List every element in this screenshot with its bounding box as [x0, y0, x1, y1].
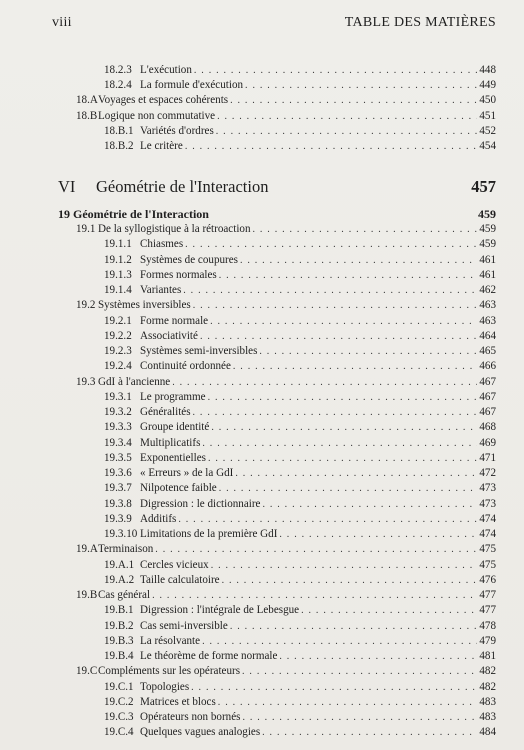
entry-page: 471 — [479, 451, 496, 464]
entry-title: Nilpotence faible — [140, 482, 217, 495]
leader-dots — [279, 527, 477, 542]
leader-dots — [185, 237, 477, 252]
part-page: 457 — [471, 177, 496, 196]
entry-page: 473 — [479, 497, 496, 510]
toc-entry — [104, 314, 496, 329]
entry-number: 18.B.1 — [104, 124, 134, 137]
leader-dots — [194, 63, 477, 78]
toc-entry — [104, 634, 496, 649]
entry-title: Digression : le dictionnaire — [140, 497, 261, 510]
entry-page: 477 — [479, 604, 496, 617]
entry-number: 19.3.1 — [104, 390, 132, 403]
entry-number: 19.3.7 — [104, 482, 132, 495]
entry-title: Topologies — [140, 680, 190, 693]
entry-number: 19.2.1 — [104, 314, 132, 327]
leader-dots — [235, 466, 477, 481]
entry-page: 452 — [479, 124, 496, 137]
entry-number: 19.B — [76, 589, 98, 601]
leader-dots — [259, 344, 477, 359]
entry-page: 482 — [479, 680, 496, 693]
entry-page: 449 — [479, 79, 496, 92]
entry-title: Matrices et blocs — [140, 695, 216, 708]
leader-dots — [218, 695, 478, 710]
entry-title: Systèmes semi-inversibles — [140, 345, 258, 357]
entry-number: 19.C — [76, 665, 98, 678]
toc-entry — [104, 710, 496, 725]
entry-number: 18.2.4 — [104, 79, 132, 92]
entry-title: Cercles vicieux — [140, 558, 209, 571]
entry-number: 19.C.2 — [104, 695, 134, 708]
toc-entry — [104, 329, 496, 344]
entry-title: Opérateurs non bornés — [140, 711, 241, 723]
entry-title: Cas semi-inversible — [140, 619, 228, 632]
leader-dots — [262, 725, 477, 740]
leader-dots — [219, 481, 478, 496]
leader-dots — [193, 298, 478, 313]
page-number: viii — [52, 15, 72, 30]
entry-page: 462 — [479, 284, 496, 296]
entry-title: Digression : l'intégrale de Lebesgue — [140, 604, 300, 617]
toc-entry — [104, 124, 496, 139]
entry-title: Multiplicatifs — [140, 436, 201, 449]
entry-page: 468 — [479, 421, 496, 434]
entry-page: 459 — [479, 223, 496, 235]
entry-number: 19.2.4 — [104, 360, 132, 373]
entry-page: 451 — [479, 109, 496, 122]
toc-entry — [104, 268, 496, 283]
entry-page: 483 — [479, 695, 496, 708]
toc-entry — [76, 375, 496, 390]
entry-number: 19.C.1 — [104, 680, 134, 693]
entry-page: 475 — [479, 543, 496, 556]
leader-dots — [217, 109, 477, 124]
entry-title: Taille calculatoire — [140, 573, 220, 586]
entry-number: 18.A — [76, 94, 98, 107]
leader-dots — [152, 588, 477, 603]
toc-entry — [104, 237, 496, 252]
leader-dots — [262, 497, 477, 512]
leader-dots — [233, 359, 477, 374]
entry-page: 465 — [479, 345, 496, 357]
toc-entry — [76, 298, 496, 313]
entry-page: 469 — [479, 436, 496, 449]
entry-number: 19.2.3 — [104, 345, 132, 357]
entry-page: 483 — [479, 711, 496, 723]
leader-dots — [279, 649, 477, 664]
toc-entry — [104, 420, 496, 435]
entry-number: 19.C.4 — [104, 726, 134, 739]
leader-dots — [208, 451, 477, 466]
entry-page: 461 — [479, 253, 496, 266]
toc-entry — [76, 664, 496, 679]
entry-number: 18.2.3 — [104, 64, 132, 76]
chapter-title: 19 Géométrie de l'Interaction — [58, 207, 209, 221]
toc-entry — [76, 109, 496, 124]
toc-entry — [76, 588, 496, 603]
entry-title: « Erreurs » de la GdI — [140, 467, 234, 479]
entry-title: Systèmes de coupures — [140, 253, 238, 266]
entry-page: 459 — [479, 238, 496, 251]
entry-title: Voyages et espaces cohérents — [98, 94, 229, 107]
entry-number: 18.B.2 — [104, 140, 134, 152]
entry-title: Formes normales — [140, 268, 217, 281]
leader-dots — [253, 222, 478, 237]
entry-title: Groupe identité — [140, 421, 210, 434]
entry-title: Limitations de la première GdI — [140, 528, 278, 540]
toc-entry — [104, 466, 496, 481]
entry-number: 19.3.6 — [104, 467, 132, 479]
leader-dots — [208, 390, 478, 405]
entry-number: 19.3.9 — [104, 512, 132, 525]
toc-entry — [104, 63, 496, 78]
leader-dots — [211, 420, 477, 435]
entry-number: 19.A.2 — [104, 573, 135, 586]
entry-page: 464 — [479, 329, 496, 342]
entry-title: De la syllogistique à la rétroaction — [98, 223, 251, 235]
chapter-heading — [58, 207, 496, 223]
entry-page: 454 — [479, 140, 496, 152]
entry-number: 19.A — [76, 543, 98, 556]
toc-entry — [104, 619, 496, 634]
leader-dots — [191, 680, 477, 695]
leader-dots — [185, 139, 478, 154]
entry-title: Compléments sur les opérateurs — [98, 665, 241, 678]
toc-entry — [104, 405, 496, 420]
toc-entry — [76, 222, 496, 237]
entry-page: 481 — [479, 650, 496, 662]
toc-entry — [104, 451, 496, 466]
leader-dots — [172, 375, 477, 390]
entry-page: 477 — [479, 589, 496, 601]
entry-title: Cas général — [98, 589, 151, 601]
leader-dots — [155, 542, 477, 557]
leader-dots — [230, 619, 478, 634]
leader-dots — [242, 710, 477, 725]
leader-dots — [230, 93, 477, 108]
toc-entry — [104, 558, 496, 573]
part-title: Géométrie de l'Interaction — [96, 177, 269, 196]
leader-dots — [178, 512, 477, 527]
part-number: VI — [58, 177, 76, 196]
leader-dots — [240, 253, 477, 268]
entry-page: 467 — [479, 390, 496, 403]
leader-dots — [211, 558, 478, 573]
chapter-page: 459 — [478, 207, 496, 221]
toc-entry — [104, 253, 496, 268]
leader-dots — [193, 405, 478, 420]
entry-title: La résolvante — [140, 634, 201, 647]
leader-dots — [202, 436, 477, 451]
toc-entry — [104, 390, 496, 405]
entry-title: Le programme — [140, 390, 206, 403]
entry-page: 484 — [479, 726, 496, 739]
entry-title: Exponentielles — [140, 451, 206, 464]
leader-dots — [301, 603, 477, 618]
leader-dots — [245, 78, 477, 93]
entry-page: 448 — [479, 64, 496, 76]
entry-number: 19.3.3 — [104, 421, 132, 434]
entry-page: 475 — [479, 558, 496, 571]
part-heading — [58, 177, 496, 197]
entry-number: 19.3.2 — [104, 406, 132, 418]
entry-title: Terminaison — [98, 543, 154, 556]
entry-number: 19.3.4 — [104, 436, 132, 449]
entry-number: 19.3.5 — [104, 451, 132, 464]
entry-title: Continuité ordonnée — [140, 360, 231, 373]
entry-title: Généralités — [140, 406, 191, 418]
leader-dots — [222, 573, 478, 588]
entry-title: Systèmes inversibles — [98, 299, 191, 312]
entry-number: 19.B.2 — [104, 619, 134, 632]
entry-title: Chiasmes — [140, 238, 184, 251]
toc-entry — [76, 93, 496, 108]
entry-title: Quelques vagues analogies — [140, 726, 261, 739]
leader-dots — [216, 124, 478, 139]
entry-number: 18.B — [76, 109, 98, 122]
entry-number: 19.B.4 — [104, 650, 134, 662]
toc-entry — [104, 344, 496, 359]
entry-title: Forme normale — [140, 314, 209, 327]
entry-page: 450 — [479, 94, 496, 107]
entry-page: 482 — [479, 665, 496, 678]
entry-number: 19.2 — [76, 299, 96, 312]
toc-entry — [104, 725, 496, 740]
toc-entry — [104, 497, 496, 512]
entry-page: 474 — [479, 528, 496, 540]
toc-entry — [104, 603, 496, 618]
entry-page: 466 — [479, 360, 496, 373]
toc-entry — [104, 573, 496, 588]
entry-number: 19.C.3 — [104, 711, 134, 723]
toc-entry — [104, 680, 496, 695]
entry-title: Le critère — [140, 140, 183, 152]
entry-title: GdI à l'ancienne — [98, 375, 171, 388]
entry-page: 472 — [479, 467, 496, 479]
leader-dots — [202, 634, 477, 649]
entry-number: 19.1 — [76, 223, 96, 235]
entry-page: 478 — [479, 619, 496, 632]
toc-entry — [104, 78, 496, 93]
entry-number: 19.1.3 — [104, 268, 132, 281]
entry-page: 463 — [479, 314, 496, 327]
entry-title: Variétés d'ordres — [140, 124, 214, 137]
entry-number: 19.1.1 — [104, 238, 132, 251]
entry-number: 19.1.4 — [104, 284, 132, 296]
entry-page: 476 — [479, 573, 496, 586]
entry-page: 461 — [479, 268, 496, 281]
leader-dots — [200, 329, 477, 344]
toc-entry — [104, 436, 496, 451]
toc-entry — [104, 139, 496, 154]
toc-entry — [104, 359, 496, 374]
entry-page: 467 — [479, 406, 496, 418]
entry-title: Logique non commutative — [98, 109, 216, 122]
toc-entry — [104, 283, 496, 298]
entry-number: 19.3.8 — [104, 497, 132, 510]
entry-page: 474 — [479, 512, 496, 525]
entry-number: 19.A.1 — [104, 558, 135, 571]
entry-page: 463 — [479, 299, 496, 312]
entry-page: 467 — [479, 375, 496, 388]
entry-title: Additifs — [140, 512, 177, 525]
entry-number: 19.B.1 — [104, 604, 134, 617]
leader-dots — [219, 268, 478, 283]
leader-dots — [210, 314, 477, 329]
entry-page: 473 — [479, 482, 496, 495]
toc-entry — [104, 527, 496, 542]
entry-title: L'exécution — [140, 64, 192, 76]
toc-entry — [104, 481, 496, 496]
leader-dots — [183, 283, 477, 298]
entry-number: 19.3.10 — [104, 528, 138, 540]
entry-title: Associativité — [140, 329, 198, 342]
entry-number: 19.2.2 — [104, 329, 132, 342]
entry-title: Le théorème de forme normale — [140, 650, 278, 662]
toc-entry — [76, 542, 496, 557]
toc-entry — [104, 649, 496, 664]
toc-entry — [104, 695, 496, 710]
running-title: TABLE DES MATIÈRES — [344, 15, 496, 30]
leader-dots — [242, 664, 477, 679]
running-header — [52, 15, 496, 37]
toc-entry — [104, 512, 496, 527]
entry-title: La formule d'exécution — [140, 79, 244, 92]
entry-title: Variantes — [140, 284, 182, 296]
entry-number: 19.1.2 — [104, 253, 132, 266]
entry-number: 19.3 — [76, 375, 96, 388]
entry-number: 19.B.3 — [104, 634, 134, 647]
entry-page: 479 — [479, 634, 496, 647]
